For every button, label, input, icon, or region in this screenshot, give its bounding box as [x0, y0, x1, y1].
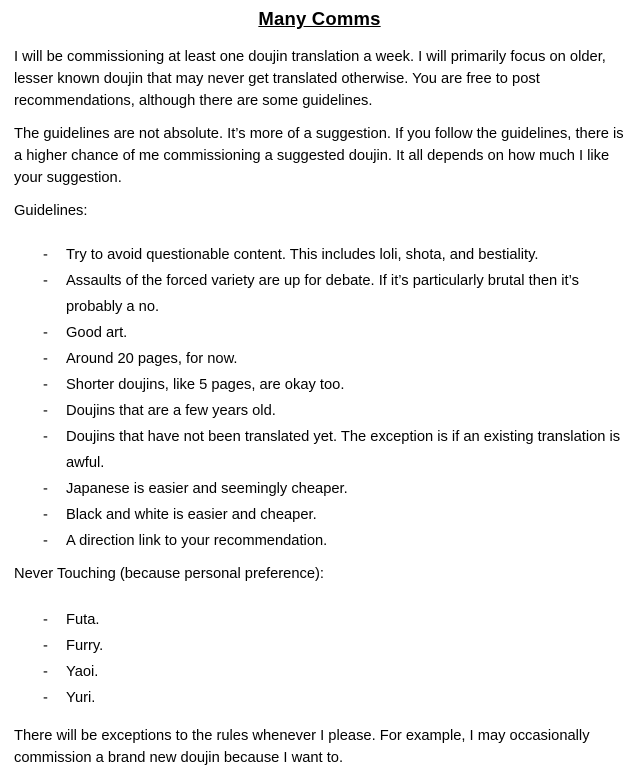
- dash-marker: -: [43, 638, 48, 654]
- list-item-text: Doujins that have not been translated yet. The exception is if an existing translation is awful.: [66, 429, 621, 471]
- list-item-text: Yuri.: [66, 690, 96, 706]
- dash-marker: -: [43, 273, 48, 289]
- dash-marker: -: [43, 533, 48, 549]
- dash-marker: -: [43, 690, 48, 706]
- list-item: [43, 476, 625, 502]
- list-item: [43, 398, 625, 424]
- section-heading-guidelines: Guidelines:: [14, 203, 88, 219]
- list-item-text: Good art.: [66, 325, 128, 341]
- list-item: [43, 320, 625, 346]
- dash-marker: -: [43, 507, 48, 523]
- list-item-text: Assaults of the forced variety are up for debate. If it’s particularly brutal then it’s probably a no.: [66, 273, 579, 315]
- dash-marker: -: [43, 612, 48, 628]
- guidelines-list: [43, 242, 625, 554]
- list-item: [43, 372, 625, 398]
- list-item: [43, 607, 625, 633]
- list-item-text: A direction link to your recommendation.: [66, 533, 328, 549]
- list-item: [43, 633, 625, 659]
- dash-marker: -: [43, 481, 48, 497]
- list-item-text: Furry.: [66, 638, 104, 654]
- dash-marker: -: [43, 325, 48, 341]
- never-touching-list: [43, 607, 625, 711]
- list-item-text: Try to avoid questionable content. This includes loli, shota, and bestiality.: [66, 247, 539, 263]
- list-item: [43, 502, 625, 528]
- list-item: [43, 659, 625, 685]
- list-item-text: Yaoi.: [66, 664, 99, 680]
- dash-marker: -: [43, 429, 48, 445]
- closing-paragraph: There will be exceptions to the rules whenever I please. For example, I may occasionally commission a brand new doujin because I want to.: [14, 728, 590, 766]
- dash-marker: -: [43, 664, 48, 680]
- list-item: [43, 268, 625, 320]
- list-item: [43, 424, 625, 476]
- list-item: [43, 685, 625, 711]
- list-item: [43, 528, 625, 554]
- section-heading-never-touching: Never Touching (because personal preference):: [14, 566, 324, 582]
- list-item: [43, 242, 625, 268]
- intro-paragraph: I will be commissioning at least one doujin translation a week. I will primarily focus on older, lesser known doujin that may never get translated otherwise. You are free to post recommendations, although there are some guidelines.: [14, 49, 606, 109]
- list-item-text: Around 20 pages, for now.: [66, 351, 238, 367]
- list-item-text: Shorter doujins, like 5 pages, are okay too.: [66, 377, 345, 393]
- list-item-text: Japanese is easier and seemingly cheaper.: [66, 481, 348, 497]
- page-title: Many Comms: [258, 8, 381, 29]
- list-item-text: Black and white is easier and cheaper.: [66, 507, 317, 523]
- list-item: [43, 346, 625, 372]
- dash-marker: -: [43, 377, 48, 393]
- list-item-text: Futa.: [66, 612, 100, 628]
- dash-marker: -: [43, 351, 48, 367]
- dash-marker: -: [43, 247, 48, 263]
- dash-marker: -: [43, 403, 48, 419]
- list-item-text: Doujins that are a few years old.: [66, 403, 276, 419]
- guidelines-note-paragraph: The guidelines are not absolute. It’s more of a suggestion. If you follow the guidelines, there is a higher chance of me commissioning a suggested doujin. It all depends on how much I like your suggestion.: [14, 126, 624, 186]
